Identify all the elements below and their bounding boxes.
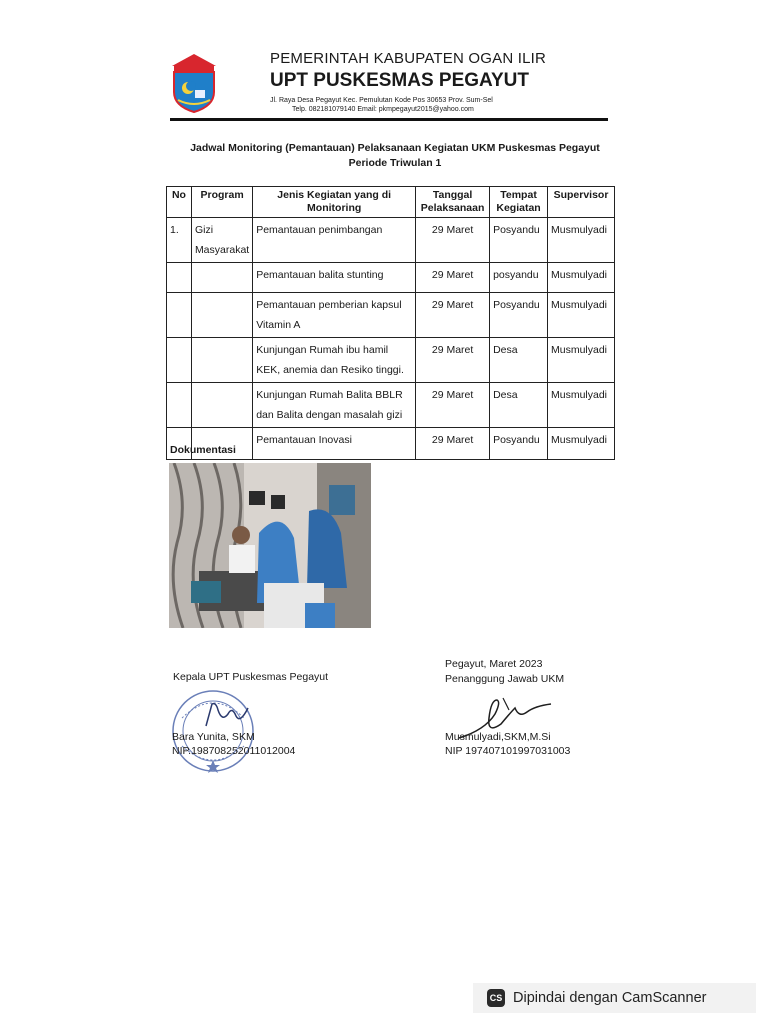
government-name: PEMERINTAH KABUPATEN OGAN ILIR	[270, 50, 547, 67]
table-row	[167, 218, 615, 263]
left-signatory-nip: NIP.198708252011012004	[172, 745, 296, 757]
cell-tanggal: 29 Maret	[416, 293, 490, 338]
cell-program	[191, 263, 252, 293]
table-row	[167, 293, 615, 338]
title-line-2: Periode Triwulan 1	[348, 157, 442, 169]
right-signatory-nip: NIP 197407101997031003	[445, 745, 571, 757]
cell-tanggal: 29 Maret	[416, 428, 490, 460]
cell-no	[167, 263, 192, 293]
header-tempat: Tempat Kegiatan	[490, 187, 548, 218]
cell-tanggal: 29 Maret	[416, 263, 490, 293]
cell-supervisor: Musmulyadi	[548, 428, 615, 460]
right-signatory-name: Musmulyadi,SKM,M.Si	[445, 731, 551, 743]
cell-no: 1.	[167, 218, 192, 263]
cell-tempat: Desa	[490, 383, 548, 428]
cell-tempat: Posyandu	[490, 293, 548, 338]
cell-program: Gizi Masyarakat	[191, 218, 252, 263]
cell-supervisor: Musmulyadi	[548, 293, 615, 338]
header-tanggal: Tanggal Pelaksanaan	[416, 187, 490, 218]
cell-no	[167, 383, 192, 428]
organization-name: UPT PUSKESMAS PEGAYUT	[270, 70, 530, 91]
cell-tempat: Posyandu	[490, 428, 548, 460]
cell-jenis: Pemantauan balita stunting	[253, 263, 416, 293]
documentation-label: Dokumentasi	[170, 444, 236, 456]
cell-jenis: Pemantauan pemberian kapsul Vitamin A	[253, 293, 416, 338]
signing-place-date: Pegayut, Maret 2023	[445, 658, 543, 670]
cell-supervisor: Musmulyadi	[548, 263, 615, 293]
header-program: Program	[191, 187, 252, 218]
cell-program	[191, 383, 252, 428]
monitoring-schedule-table	[166, 186, 615, 460]
left-signatory-title: Kepala UPT Puskesmas Pegayut	[173, 671, 329, 683]
contact-line: Telp. 082181079140 Email: pkmpegayut2015@yahoo.com	[292, 106, 474, 113]
cell-jenis: Pemantauan penimbangan	[253, 218, 416, 263]
right-signatory-title: Penanggung Jawab UKM	[445, 673, 565, 685]
camscanner-icon: CS	[487, 989, 505, 1007]
cell-tanggal: 29 Maret	[416, 338, 490, 383]
documentation-photo	[169, 463, 371, 628]
table-header-row	[167, 187, 615, 218]
cell-tempat: Desa	[490, 338, 548, 383]
camscanner-text: Dipindai dengan CamScanner	[513, 990, 707, 1006]
title-line-1: Jadwal Monitoring (Pemantauan) Pelaksanaan Kegiatan UKM Puskesmas Pegayut	[190, 142, 600, 154]
address-line: Jl. Raya Desa Pegayut Kec. Pemulutan Kode Pos 30653 Prov. Sum-Sel	[270, 97, 493, 104]
cell-supervisor: Musmulyadi	[548, 383, 615, 428]
cell-tanggal: 29 Maret	[416, 218, 490, 263]
left-signature	[200, 700, 252, 730]
cell-tempat: Posyandu	[490, 218, 548, 263]
letterhead-divider	[170, 118, 608, 121]
cell-supervisor: Musmulyadi	[548, 338, 615, 383]
table-row	[167, 383, 615, 428]
cell-tempat: posyandu	[490, 263, 548, 293]
header-supervisor: Supervisor	[548, 187, 615, 218]
cell-no	[167, 293, 192, 338]
letterhead	[270, 50, 550, 113]
header-jenis: Jenis Kegiatan yang di Monitoring	[253, 187, 416, 218]
table-row	[167, 263, 615, 293]
table-row	[167, 338, 615, 383]
cell-jenis: Kunjungan Rumah Balita BBLR dan Balita dengan masalah gizi	[253, 383, 416, 428]
cell-supervisor: Musmulyadi	[548, 218, 615, 263]
document-title	[150, 141, 640, 171]
cell-no	[167, 338, 192, 383]
cell-jenis: Kunjungan Rumah ibu hamil KEK, anemia dan Resiko tinggi.	[253, 338, 416, 383]
left-signatory-name: Bara Yunita, SKM	[172, 731, 255, 743]
cell-tanggal: 29 Maret	[416, 383, 490, 428]
regency-logo	[168, 52, 220, 114]
header-no: No	[167, 187, 192, 218]
cell-program	[191, 338, 252, 383]
cell-jenis: Pemantauan Inovasi	[253, 428, 416, 460]
cell-program	[191, 293, 252, 338]
camscanner-watermark	[473, 983, 756, 1013]
